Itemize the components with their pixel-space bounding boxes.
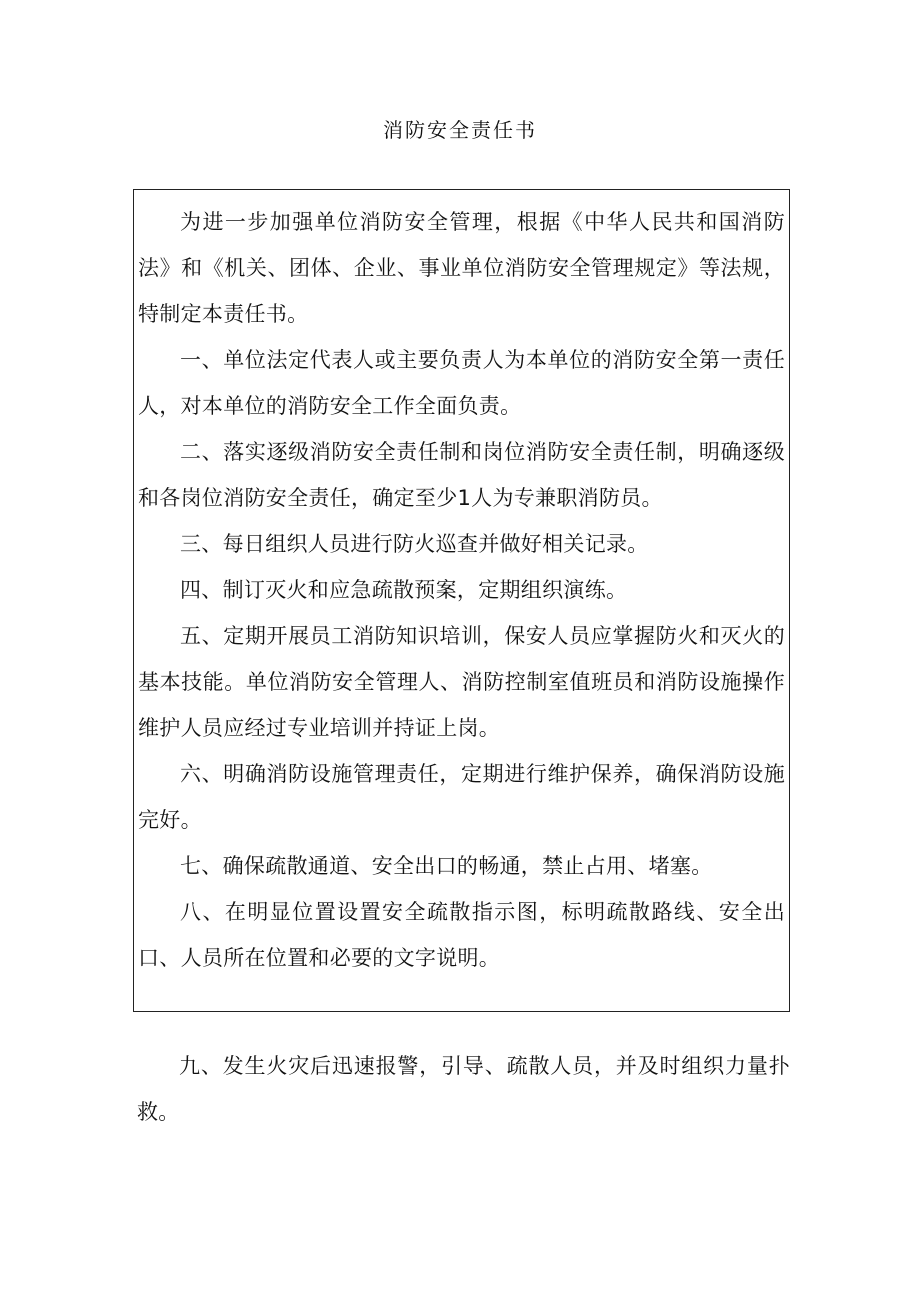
responsibility-box: [133, 189, 790, 1012]
clause-9: 九、发生火灾后迅速报警，引导、疏散人员，并及时组织力量扑救。: [137, 1054, 790, 1124]
intro-paragraph: 为进一步加强单位消防安全管理，根据《中华人民共和国消防法》和《机关、团体、企业、事业单位消防安全管理规定》等法规，特制定本责任书。: [138, 210, 785, 326]
clause-6: 六、明确消防设施管理责任，定期进行维护保养，确保消防设施完好。: [138, 762, 785, 832]
clause-4: 四、制订灭火和应急疏散预案，定期组织演练。: [180, 578, 628, 602]
clause-3: 三、每日组织人员进行防火巡查并做好相关记录。: [180, 532, 649, 556]
clause-7: 七、确保疏散通道、安全出口的畅通，禁止占用、堵塞。: [180, 854, 713, 878]
document-title: 消防安全责任书: [383, 118, 537, 142]
outside-box-section: [137, 1043, 790, 1135]
clause-1: 一、单位法定代表人或主要负责人为本单位的消防安全第一责任人，对本单位的消防安全工作全面负责。: [138, 348, 785, 418]
clause-8: 八、在明显位置设置安全疏散指示图，标明疏散路线、安全出口、人员所在位置和必要的文字说明。: [138, 900, 785, 970]
clause-5: 五、定期开展员工消防知识培训，保安人员应掌握防火和灭火的基本技能。单位消防安全管理人、消防控制室值班员和消防设施操作维护人员应经过专业培训并持证上岗。: [138, 624, 785, 740]
clause-2: 二、落实逐级消防安全责任制和岗位消防安全责任制，明确逐级和各岗位消防安全责任，确定至少1人为专兼职消防员。: [138, 440, 785, 510]
